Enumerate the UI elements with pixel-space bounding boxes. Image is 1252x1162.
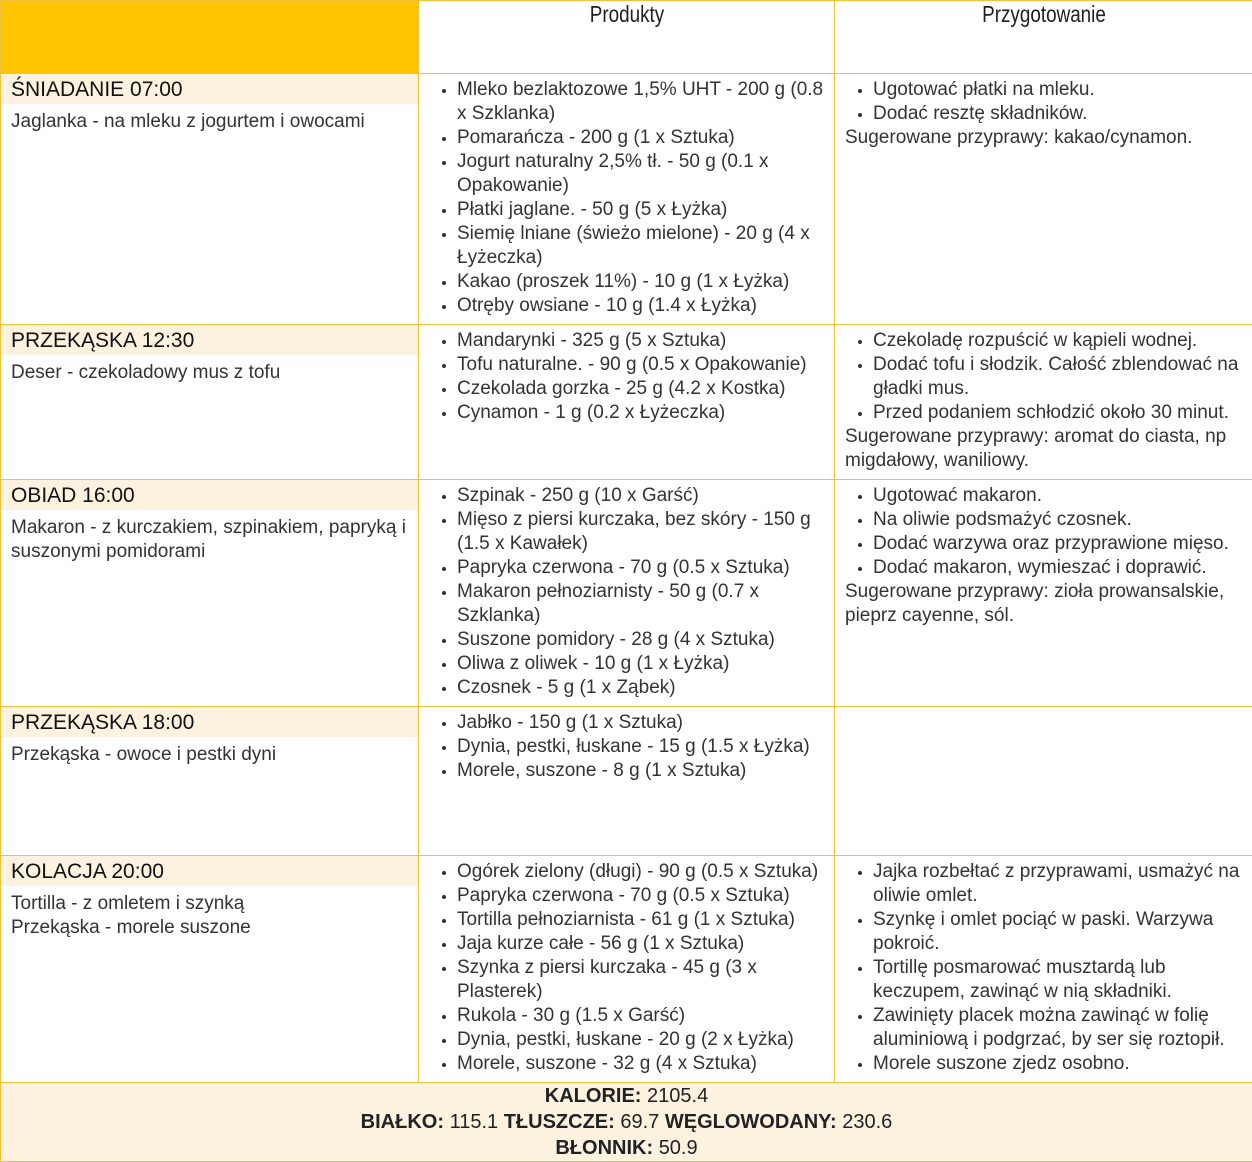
- product-item: • Pomarańcza - 200 g (1 x Sztuka): [457, 126, 826, 150]
- preparation-step: • Zawinięty placek można zawinąć w folię aluminiową i podgrzać, by ser się roztopił.: [873, 1004, 1244, 1052]
- product-item: • Morele, suszone - 8 g (1 x Sztuka): [457, 759, 826, 783]
- meal-row: [1, 480, 1252, 707]
- calories-label: KALORIE:: [545, 1085, 642, 1107]
- product-item: • Oliwa z oliwek - 10 g (1 x Łyżka): [457, 652, 826, 676]
- product-item: • Czekolada gorzka - 25 g (4.2 x Kostka): [457, 377, 826, 401]
- product-item: • Siemię lniane (świeżo mielone) - 20 g (4 x Łyżeczka): [457, 222, 826, 270]
- preparation-step: • Tortillę posmarować musztardą lub keczupem, zawinąć w nią składniki.: [873, 956, 1244, 1004]
- preparation-step: • Morele suszone zjedz osobno.: [873, 1052, 1244, 1076]
- preparation-step: • Dodać warzywa oraz przyprawione mięso.: [873, 532, 1244, 556]
- product-item: • Otręby owsiane - 10 g (1.4 x Łyżka): [457, 294, 826, 318]
- carb-value: 230.6: [842, 1109, 892, 1135]
- preparation-steps: [835, 856, 1252, 1076]
- meal-dish-name: Makaron - z kurczakiem, szpinakiem, papryką i suszonymi pomidorami: [11, 516, 408, 564]
- meal-dish-names: [1, 355, 418, 385]
- meal-dish-name: Tortilla - z omletem i szynką: [11, 892, 408, 916]
- meal-cell: [1, 707, 419, 856]
- preparation-step: • Na oliwie podsmażyć czosnek.: [873, 508, 1244, 532]
- product-item: • Dynia, pestki, łuskane - 15 g (1.5 x Łyżka): [457, 735, 826, 759]
- preparation-step: • Czekoladę rozpuścić w kąpieli wodnej.: [873, 329, 1244, 353]
- product-item: • Mandarynki - 325 g (5 x Sztuka): [457, 329, 826, 353]
- product-item: • Szpinak - 250 g (10 x Garść): [457, 484, 826, 508]
- product-list: [419, 707, 834, 789]
- product-item: • Cynamon - 1 g (0.2 x Łyżeczka): [457, 401, 826, 425]
- preparation-steps: [835, 325, 1252, 425]
- preparation-step: • Szynkę i omlet pociąć w paski. Warzywa pokroić.: [873, 908, 1244, 956]
- carb-label: WĘGLOWODANY:: [665, 1111, 837, 1133]
- product-item: • Morele, suszone - 32 g (4 x Sztuka): [457, 1052, 826, 1076]
- preparation-cell: [835, 856, 1252, 1083]
- products-cell: [419, 856, 835, 1083]
- preparation-cell: [835, 325, 1252, 480]
- column-header-preparation: Przygotowanie: [872, 1, 1215, 74]
- product-list: [419, 325, 834, 431]
- preparation-steps: [835, 480, 1252, 580]
- fiber-label: BŁONNIK:: [555, 1137, 653, 1159]
- protein-value: 115.1: [450, 1109, 499, 1135]
- preparation-step: • Dodać tofu i słodzik. Całość zblendować na gładki mus.: [873, 353, 1244, 401]
- product-item: • Papryka czerwona - 70 g (0.5 x Sztuka): [457, 884, 826, 908]
- preparation-step: • Dodać resztę składników.: [873, 102, 1244, 126]
- product-item: • Jogurt naturalny 2,5% tł. - 50 g (0.1 x Opakowanie): [457, 150, 826, 198]
- fat-label: TŁUSZCZE:: [504, 1111, 615, 1133]
- meal-title: KOLACJA 20:00: [1, 856, 418, 886]
- product-item: • Makaron pełnoziarnisty - 50 g (0.7 x Szklanka): [457, 580, 826, 628]
- meal-row: [1, 74, 1252, 325]
- meal-rows: [1, 74, 1252, 1083]
- meal-dish-names: [1, 737, 418, 767]
- column-header-products: Produkty: [456, 1, 797, 74]
- product-item: • Mleko bezlaktozowe 1,5% UHT - 200 g (0.8 x Szklanka): [457, 78, 826, 126]
- meal-dish-name: Jaglanka - na mleku z jogurtem i owocami: [11, 110, 408, 134]
- calories-line: [1, 1083, 1252, 1109]
- header-corner: [1, 1, 419, 74]
- meal-dish-names: [1, 104, 418, 134]
- product-item: • Papryka czerwona - 70 g (0.5 x Sztuka): [457, 556, 826, 580]
- macros-line: [1, 1109, 1252, 1135]
- fiber-value: 50.9: [659, 1135, 698, 1161]
- products-cell: [419, 480, 835, 707]
- calories-value: 2105.4: [647, 1083, 708, 1109]
- product-item: • Jabłko - 150 g (1 x Sztuka): [457, 711, 826, 735]
- totals-row: [1, 1083, 1252, 1162]
- fiber-line: [1, 1135, 1252, 1161]
- product-item: • Rukola - 30 g (1.5 x Garść): [457, 1004, 826, 1028]
- product-item: • Jaja kurze całe - 56 g (1 x Sztuka): [457, 932, 826, 956]
- meal-cell: [1, 480, 419, 707]
- meal-cell: [1, 74, 419, 325]
- preparation-cell: [835, 707, 1252, 856]
- preparation-cell: [835, 480, 1252, 707]
- fat-value: 69.7: [620, 1109, 659, 1135]
- preparation-step: • Ugotować makaron.: [873, 484, 1244, 508]
- protein-label: BIAŁKO:: [361, 1111, 444, 1133]
- meal-cell: [1, 856, 419, 1083]
- preparation-step: • Jajka rozbełtać z przyprawami, usmażyć na oliwie omlet.: [873, 860, 1244, 908]
- suggested-spices: Sugerowane przyprawy: aromat do ciasta, np migdałowy, waniliowy.: [835, 425, 1252, 479]
- preparation-steps: [835, 74, 1252, 126]
- meal-title: ŚNIADANIE 07:00: [1, 74, 418, 104]
- meal-dish-name: Przekąska - owoce i pestki dyni: [11, 743, 408, 767]
- meal-cell: [1, 325, 419, 480]
- meal-row: [1, 856, 1252, 1083]
- product-item: • Kakao (proszek 11%) - 10 g (1 x Łyżka): [457, 270, 826, 294]
- products-cell: [419, 74, 835, 325]
- meal-dish-names: [1, 886, 418, 940]
- product-item: • Szynka z piersi kurczaka - 45 g (3 x Plasterek): [457, 956, 826, 1004]
- suggested-spices: Sugerowane przyprawy: zioła prowansalskie, pieprz cayenne, sól.: [835, 580, 1252, 634]
- product-item: • Czosnek - 5 g (1 x Ząbek): [457, 676, 826, 700]
- products-cell: [419, 707, 835, 856]
- product-list: [419, 480, 834, 706]
- meal-dish-names: [1, 510, 418, 564]
- product-item: • Tofu naturalne. - 90 g (0.5 x Opakowanie): [457, 353, 826, 377]
- product-item: • Dynia, pestki, łuskane - 20 g (2 x Łyżka): [457, 1028, 826, 1052]
- product-list: [419, 856, 834, 1082]
- meal-row: [1, 325, 1252, 480]
- meal-title: PRZEKĄSKA 12:30: [1, 325, 418, 355]
- meal-title: OBIAD 16:00: [1, 480, 418, 510]
- nutrition-totals: [1, 1083, 1252, 1162]
- product-item: • Płatki jaglane. - 50 g (5 x Łyżka): [457, 198, 826, 222]
- product-item: • Tortilla pełnoziarnista - 61 g (1 x Sztuka): [457, 908, 826, 932]
- product-item: • Mięso z piersi kurczaka, bez skóry - 150 g (1.5 x Kawałek): [457, 508, 826, 556]
- meal-dish-name: Deser - czekoladowy mus z tofu: [11, 361, 408, 385]
- products-cell: [419, 325, 835, 480]
- suggested-spices: Sugerowane przyprawy: kakao/cynamon.: [835, 126, 1252, 156]
- meal-dish-name: Przekąska - morele suszone: [11, 916, 408, 940]
- product-list: [419, 74, 834, 324]
- preparation-step: • Dodać makaron, wymieszać i doprawić.: [873, 556, 1244, 580]
- preparation-cell: [835, 74, 1252, 325]
- header-row: [1, 1, 1252, 74]
- product-item: • Ogórek zielony (długi) - 90 g (0.5 x Sztuka): [457, 860, 826, 884]
- product-item: • Suszone pomidory - 28 g (4 x Sztuka): [457, 628, 826, 652]
- meal-row: [1, 707, 1252, 856]
- meal-title: PRZEKĄSKA 18:00: [1, 707, 418, 737]
- preparation-step: • Przed podaniem schłodzić około 30 minut.: [873, 401, 1244, 425]
- preparation-step: • Ugotować płatki na mleku.: [873, 78, 1244, 102]
